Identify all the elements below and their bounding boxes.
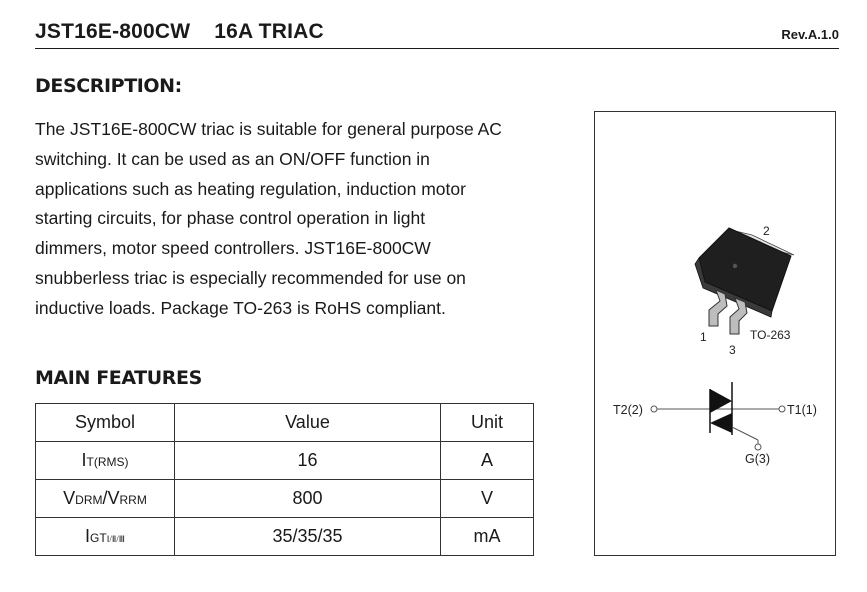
column-header-unit: Unit xyxy=(441,404,534,442)
value-cell: 35/35/35 xyxy=(175,518,441,556)
symbol-cell: VDRM/VRRM xyxy=(36,480,175,518)
unit-cell: V xyxy=(441,480,534,518)
description-text xyxy=(35,115,585,324)
product-name: 16A TRIAC xyxy=(214,20,324,43)
value-cell: 800 xyxy=(175,480,441,518)
description-line: starting circuits, for phase control operation in light xyxy=(35,208,426,229)
symbol-cell: IGTⅠ/Ⅱ/Ⅲ xyxy=(36,518,175,556)
package-drawing xyxy=(595,112,837,557)
description-heading: DESCRIPTION: xyxy=(35,75,182,97)
table-row xyxy=(36,442,534,480)
revision-label: Rev.A.1.0 xyxy=(781,27,839,42)
unit-cell: mA xyxy=(441,518,534,556)
description-line: dimmers, motor speed controllers. JST16E-800CW xyxy=(35,238,431,259)
terminal-g-label: G(3) xyxy=(745,452,770,466)
terminal-t2-label: T2(2) xyxy=(613,403,643,417)
table-header-row xyxy=(36,404,534,442)
header-title xyxy=(35,20,324,44)
unit-cell: A xyxy=(441,442,534,480)
terminal-t1-label: T1(1) xyxy=(787,403,817,417)
package-name: TO-263 xyxy=(750,328,791,342)
description-line: switching. It can be used as an ON/OFF function in xyxy=(35,148,430,169)
part-number: JST16E-800CW xyxy=(35,20,191,43)
description-line: inductive loads. Package TO-263 is RoHS compliant. xyxy=(35,297,446,318)
pin-1-label: 1 xyxy=(700,330,707,344)
description-line: applications such as heating regulation, induction motor xyxy=(35,178,466,199)
main-features-table xyxy=(35,403,534,556)
table-row xyxy=(36,480,534,518)
column-header-value: Value xyxy=(175,404,441,442)
page-header xyxy=(35,18,839,49)
pin-3-label: 3 xyxy=(729,343,736,357)
main-features-heading: MAIN FEATURES xyxy=(35,367,202,389)
pin-2-label: 2 xyxy=(763,224,770,238)
package-figure xyxy=(594,111,836,556)
triac-symbol-icon xyxy=(651,382,785,450)
column-header-symbol: Symbol xyxy=(36,404,175,442)
table-row xyxy=(36,518,534,556)
symbol-cell: IT(RMS) xyxy=(36,442,175,480)
to263-package-icon xyxy=(695,228,794,334)
value-cell: 16 xyxy=(175,442,441,480)
description-line: The JST16E-800CW triac is suitable for general purpose AC xyxy=(35,119,502,139)
description-line: snubberless triac is especially recommended for use on xyxy=(35,267,466,288)
